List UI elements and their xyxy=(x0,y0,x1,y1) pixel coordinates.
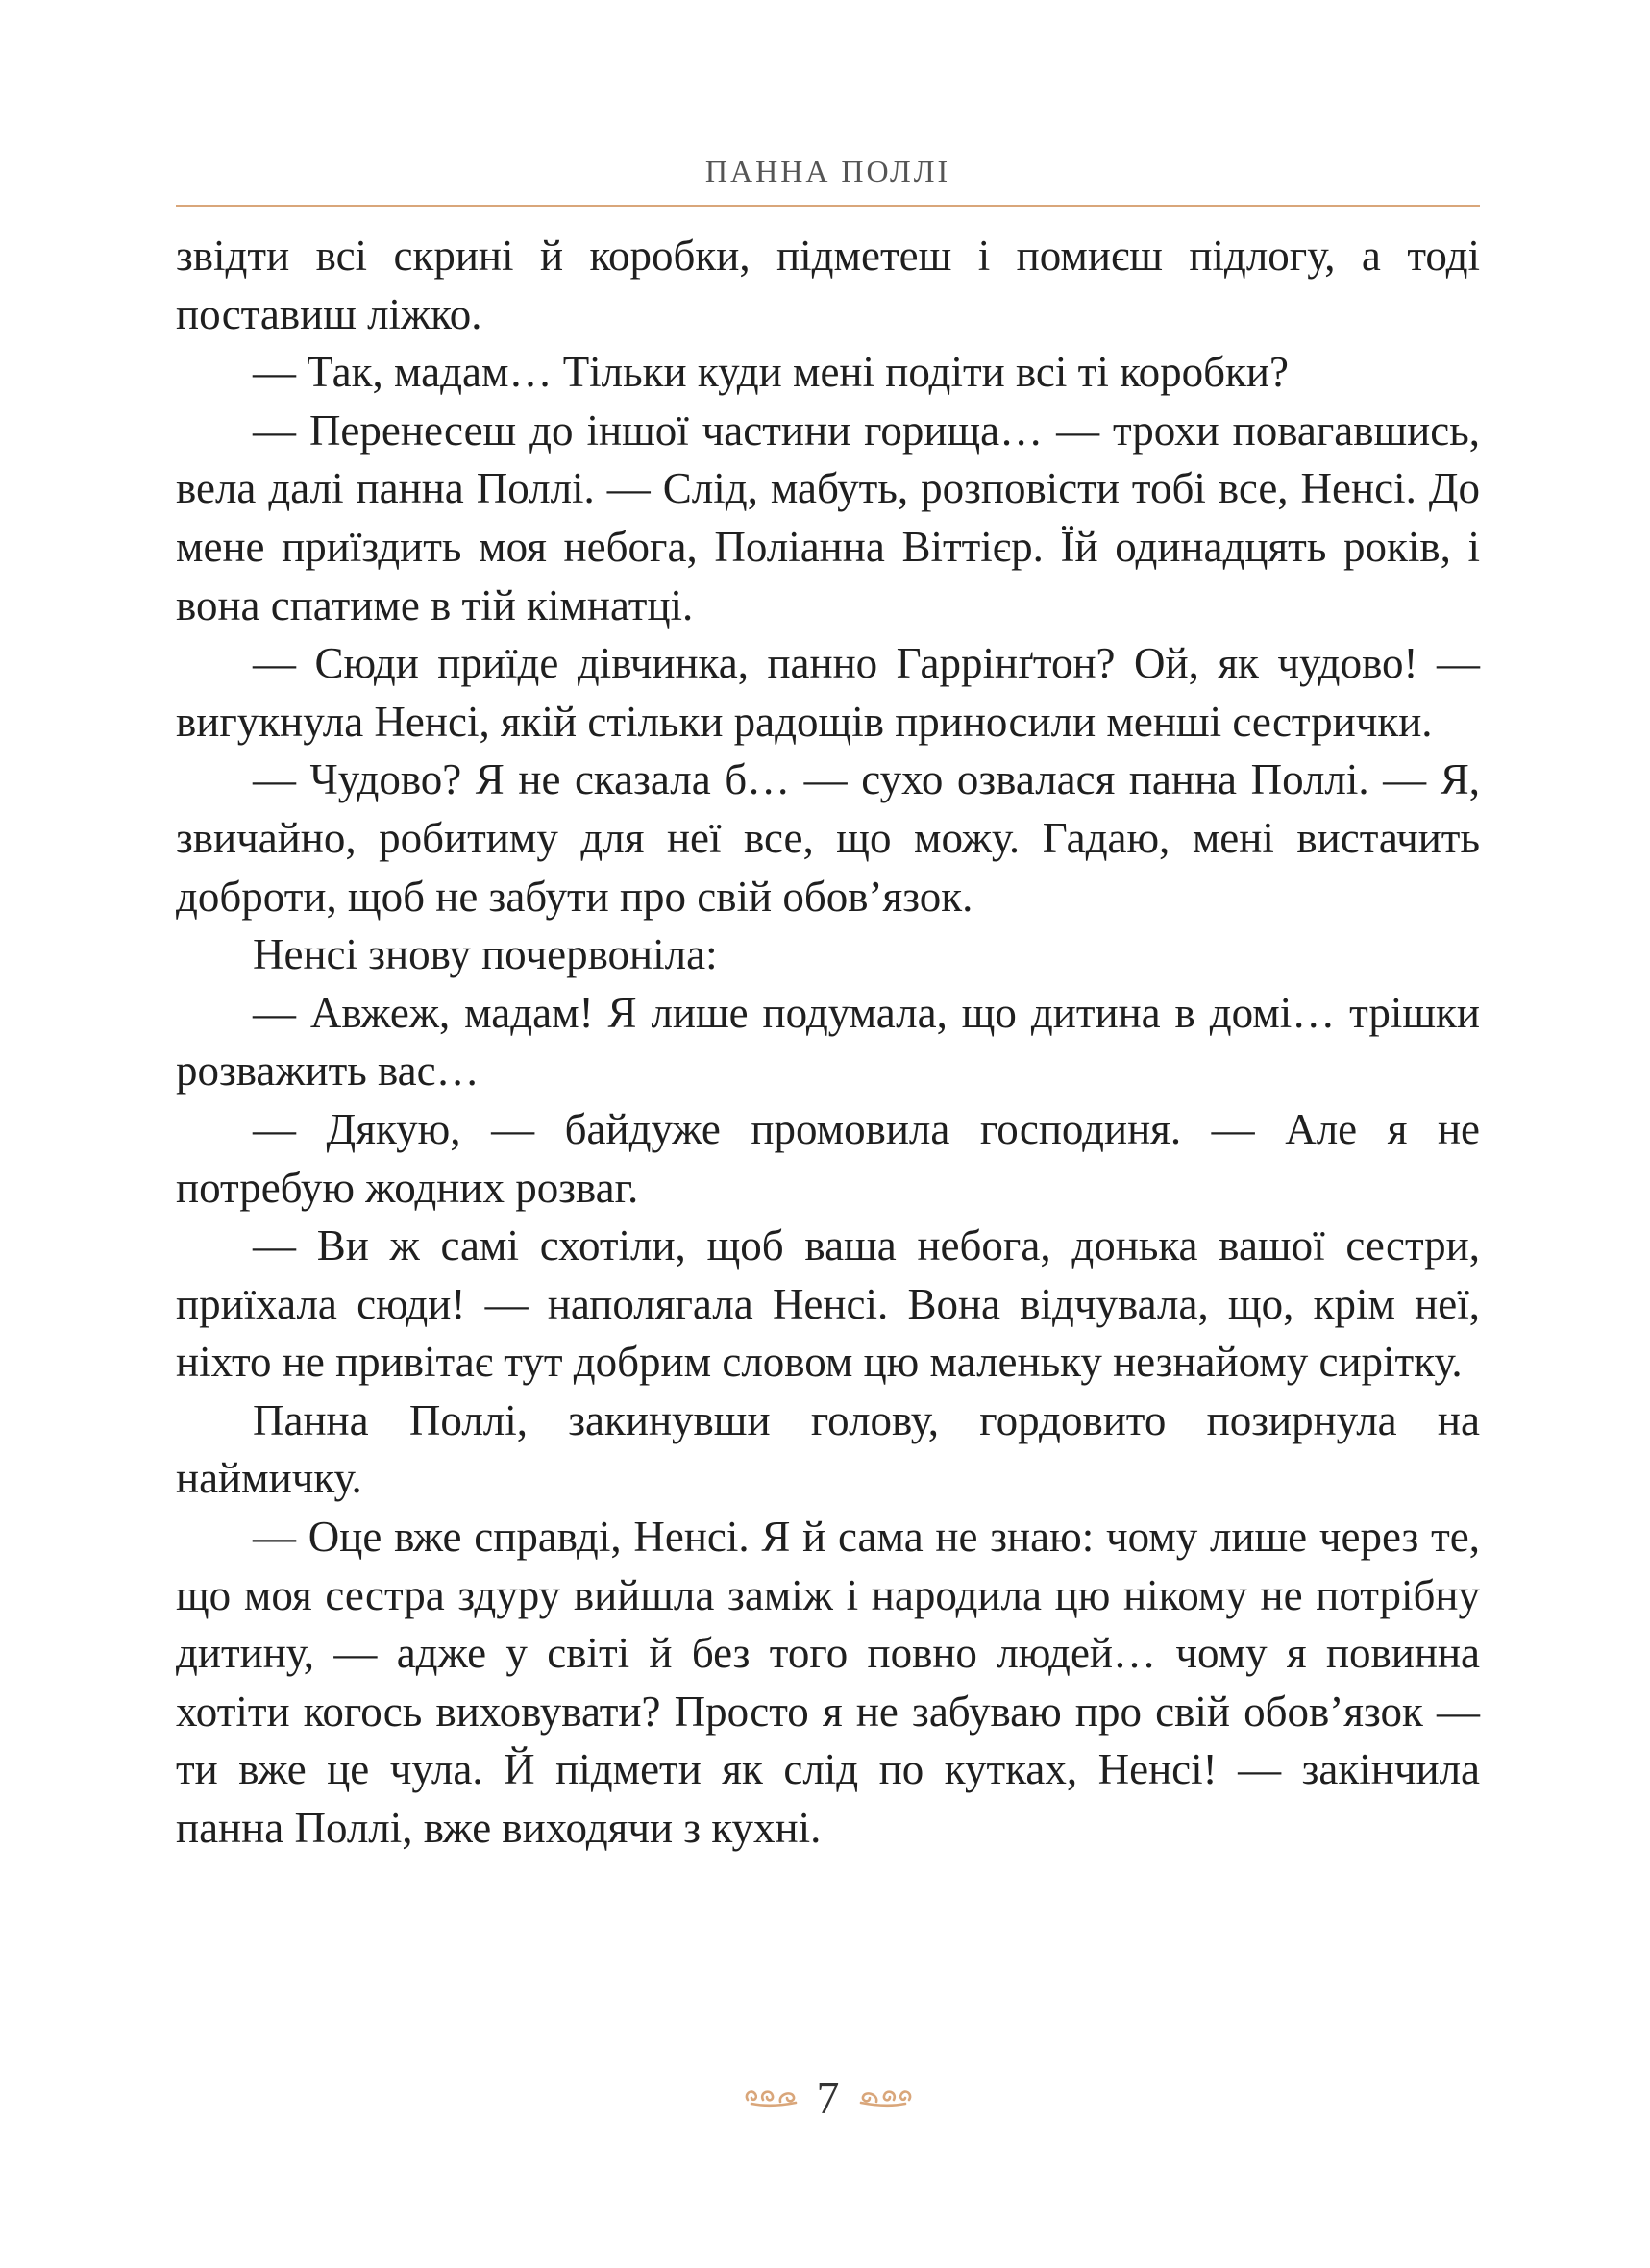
paragraph: — Авжеж, мадам! Я лише подумала, що дитина в домі… трішки розважить вас… xyxy=(176,988,1480,1096)
paragraph: — Дякую, — байдуже промовила господиня. — Але я не потребую жодних розваг. xyxy=(176,1104,1480,1212)
page-footer xyxy=(176,2073,1480,2124)
header-divider xyxy=(176,205,1480,207)
ornament-swirl-icon xyxy=(742,2083,800,2115)
paragraph: — Ви ж самі схотіли, щоб ваша небога, донька вашої сестри, приїхала сюди! — наполягала Ненсі. Вона відчувала, що, крім неї, ніхто не привітає тут добрим словом цю маленьку незнайому сирітку. xyxy=(176,1221,1480,1387)
paragraph: звідти всі скрині й коробки, підметеш і помиєш підлогу, а тоді поставиш ліжко. xyxy=(176,232,1480,338)
paragraph: — Перенесеш до іншої частини горища… — трохи повагавшись, вела далі панна Поллі. — Слід, мабуть, розповісти тобі все, Ненсі. До мене приїздить моя небога, Поліанна Віттієр. Їй одинадцять років, і вона спатиме в тій кімнатці. xyxy=(176,406,1480,629)
paragraph: — Оце вже справді, Ненсі. Я й сама не знаю: чому лише через те, що моя сестра здуру вийшла заміж і народила цю нікому не потрібну дитину, — адже у світі й без того повно людей… чому я повинна хотіти когось виховувати? Просто я не забуваю про свій обов’язок — ти вже це чула. Й підмети як слід по кутках, Ненсі! — закінчила панна Поллі, вже виходячи з кухні. xyxy=(176,1513,1480,1853)
page-number: 7 xyxy=(816,2073,840,2124)
paragraph: — Сюди приїде дівчинка, панно Гаррінґтон? Ой, як чудово! — вигукнула Ненсі, якій стільки радощів приносили менші сестрички. xyxy=(176,639,1480,746)
running-header: ПАННА ПОЛЛІ xyxy=(704,154,951,188)
paragraph: Ненсі знову почервоніла: xyxy=(253,930,718,979)
ornament-swirl-icon xyxy=(857,2083,915,2115)
paragraph: — Так, мадам… Тільки куди мені подіти всі ті коробки? xyxy=(253,348,1289,397)
paragraph: Панна Поллі, закинувши голову, гордовито позирнула на наймичку. xyxy=(176,1395,1480,1503)
paragraph: — Чудово? Я не сказала б… — сухо озвалася панна Поллі. — Я, звичайно, робитиму для неї все, що можу. Гадаю, мені вистачить доброти, щоб не забути про свій обов’язок. xyxy=(176,755,1480,921)
page-body xyxy=(176,227,1480,1858)
